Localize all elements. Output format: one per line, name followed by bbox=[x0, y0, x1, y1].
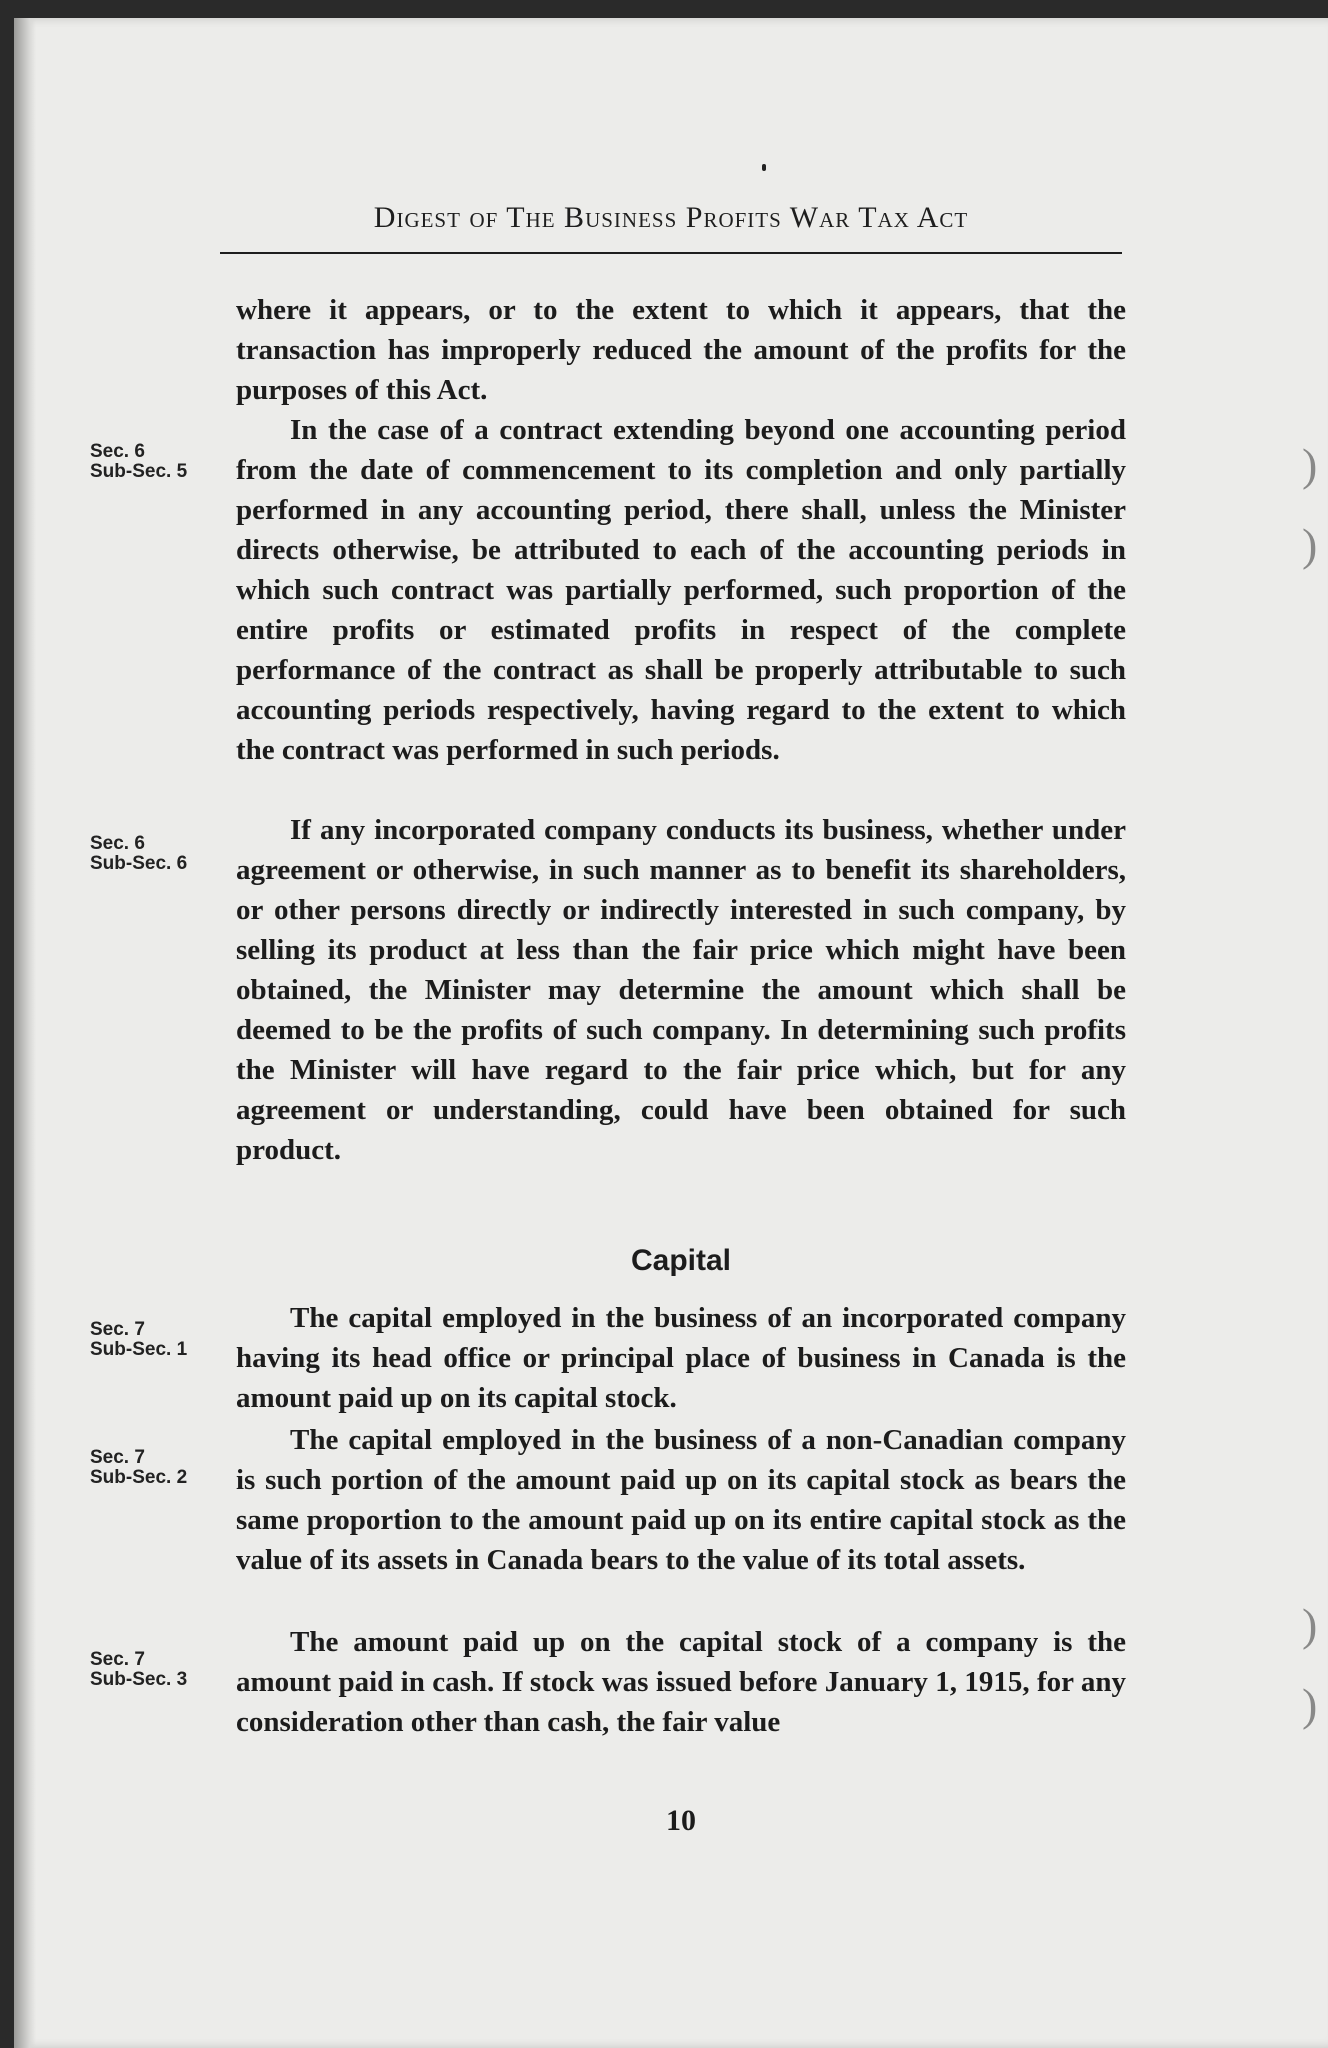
margin-note-sec7-sub1 bbox=[90, 1320, 220, 1360]
margin-note-sec: Sec. 7 bbox=[90, 1319, 145, 1340]
margin-note-sub: Sub-Sec. 3 bbox=[90, 1669, 188, 1690]
print-mark bbox=[762, 164, 766, 171]
margin-note-sec6-sub6 bbox=[90, 834, 220, 874]
paragraph-sec7-sub2: The capital employed in the business of a non-Canadian company is such portion of the amount paid up on its capital stock as bears the same proportion to the amount paid up on its entire capital stock as the value of its assets in Canada bears to the value of its total assets. bbox=[236, 1424, 1126, 1576]
margin-note-sec: Sec. 6 bbox=[90, 833, 145, 854]
margin-note-sub: Sub-Sec. 1 bbox=[90, 1339, 188, 1360]
margin-note-sub: Sub-Sec. 6 bbox=[90, 853, 188, 874]
page-number: 10 bbox=[666, 1804, 696, 1837]
paragraph-continuation: where it appears, or to the extent to which it appears, that the transaction has improperly reduced the amount of the profits for the purposes of this Act. bbox=[236, 294, 1126, 406]
page bbox=[14, 18, 1328, 2048]
margin-note-sub: Sub-Sec. 5 bbox=[90, 461, 188, 482]
margin-note-sec: Sec. 7 bbox=[90, 1649, 145, 1670]
bleed-mark: ) bbox=[1302, 439, 1318, 490]
paragraph-sec6-sub5: In the case of a contract extending beyond one accounting period from the date of commencement to its completion and only partially performed in any accounting period, there shall, unless the Minister directs otherwise, be attributed to each of the accounting periods in which such contract was partially performed, such proportion of the entire profits or estimated profits in respect of the complete performance of the contract as shall be properly attributable to such accounting periods respectively, having regard to the extent to which the contract was performed in such periods. bbox=[236, 414, 1126, 766]
margin-note-sub: Sub-Sec. 2 bbox=[90, 1467, 188, 1488]
binding-shadow bbox=[14, 18, 36, 2048]
running-header bbox=[220, 192, 1122, 254]
margin-note-sec: Sec. 7 bbox=[90, 1447, 145, 1468]
margin-note-sec7-sub3 bbox=[90, 1650, 220, 1690]
margin-note-sec7-sub2 bbox=[90, 1448, 220, 1488]
margin-note-sec6-sub5 bbox=[90, 442, 220, 482]
bleed-mark: ) bbox=[1302, 1599, 1318, 1650]
paragraph-sec6-sub6: If any incorporated company conducts its business, whether under agreement or otherwise, in such manner as to benefit its shareholders, or other persons directly or indirectly interested in such company, by selling its product at less than the fair price which might have been obtained, the Minister may determine the amount which shall be deemed to be the profits of such company. In determining such profits the Minister will have regard to the fair price which, but for any agreement or understanding, could have been obtained for such product. bbox=[236, 814, 1126, 1166]
section-heading: Capital bbox=[630, 1244, 732, 1277]
bleed-mark: ) bbox=[1302, 1679, 1318, 1730]
paragraph-sec7-sub3: The amount paid up on the capital stock of a company is the amount paid in cash. If stock was issued before January 1, 1915, for any consideration other than cash, the fair value bbox=[236, 1626, 1126, 1738]
bleed-mark: ) bbox=[1302, 519, 1318, 570]
paragraph-sec7-sub1: The capital employed in the business of an incorporated company having its head office or principal place of business in Canada is the amount paid up on its capital stock. bbox=[236, 1302, 1126, 1414]
margin-note-sec: Sec. 6 bbox=[90, 441, 145, 462]
header-title: Digest of The Business Profits War Tax Act bbox=[373, 201, 969, 234]
